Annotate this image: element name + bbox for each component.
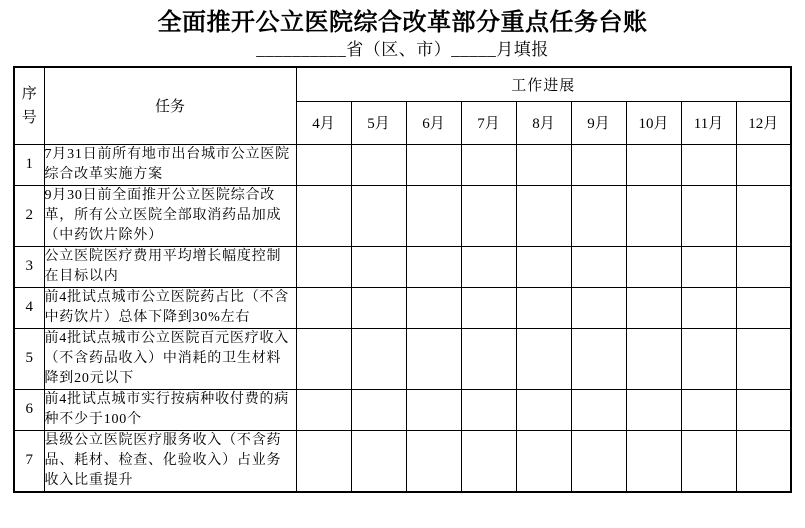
progress-cell-empty (571, 287, 626, 328)
row-index: 1 (14, 144, 44, 185)
progress-cell-empty (406, 287, 461, 328)
progress-cell-empty (406, 185, 461, 246)
progress-cell-empty (406, 430, 461, 492)
column-header-index: 序号 (14, 67, 44, 144)
progress-cell-empty (626, 246, 681, 287)
progress-cell-empty (351, 430, 406, 492)
progress-cell-empty (461, 144, 516, 185)
header-row-top (14, 67, 791, 101)
progress-cell-empty (626, 389, 681, 430)
progress-cell-empty (516, 246, 571, 287)
progress-cell-empty (351, 389, 406, 430)
progress-cell-empty (296, 328, 351, 389)
progress-cell-empty (736, 144, 791, 185)
progress-cell-empty (351, 328, 406, 389)
progress-cell-empty (681, 389, 736, 430)
progress-cell-empty (736, 246, 791, 287)
column-header-month-oct: 10月 (626, 101, 681, 144)
progress-cell-empty (296, 430, 351, 492)
row-index: 4 (14, 287, 44, 328)
table-row (14, 246, 791, 287)
row-index: 3 (14, 246, 44, 287)
progress-cell-empty (626, 328, 681, 389)
progress-cell-empty (406, 389, 461, 430)
row-index: 2 (14, 185, 44, 246)
progress-cell-empty (681, 430, 736, 492)
column-header-month-jul: 7月 (461, 101, 516, 144)
progress-cell-empty (351, 144, 406, 185)
column-header-month-nov: 11月 (681, 101, 736, 144)
progress-cell-empty (681, 144, 736, 185)
column-header-month-dec: 12月 (736, 101, 791, 144)
column-header-month-apr: 4月 (296, 101, 351, 144)
progress-cell-empty (626, 430, 681, 492)
column-header-progress: 工作进展 (296, 67, 791, 101)
progress-cell-empty (461, 185, 516, 246)
progress-cell-empty (406, 328, 461, 389)
progress-cell-empty (516, 430, 571, 492)
task-table-body (14, 144, 791, 492)
progress-cell-empty (406, 144, 461, 185)
progress-cell-empty (516, 389, 571, 430)
task-text: 前4批试点城市实行按病种收付费的病种不少于100个 (44, 389, 296, 430)
progress-cell-empty (296, 287, 351, 328)
progress-cell-empty (571, 430, 626, 492)
task-text: 前4批试点城市公立医院百元医疗收入（不含药品收入）中消耗的卫生材料降到20元以下 (44, 328, 296, 389)
progress-cell-empty (736, 389, 791, 430)
progress-cell-empty (681, 246, 736, 287)
row-index: 6 (14, 389, 44, 430)
progress-cell-empty (626, 144, 681, 185)
progress-cell-empty (571, 185, 626, 246)
progress-cell-empty (571, 389, 626, 430)
progress-cell-empty (736, 287, 791, 328)
column-header-month-sep: 9月 (571, 101, 626, 144)
row-index: 7 (14, 430, 44, 492)
task-text: 前4批试点城市公立医院药占比（不含中药饮片）总体下降到30%左右 (44, 287, 296, 328)
task-text: 7月31日前所有地市出台城市公立医院综合改革实施方案 (44, 144, 296, 185)
progress-cell-empty (736, 430, 791, 492)
progress-cell-empty (351, 246, 406, 287)
progress-cell-empty (461, 328, 516, 389)
progress-cell-empty (571, 144, 626, 185)
progress-cell-empty (681, 287, 736, 328)
progress-cell-empty (626, 185, 681, 246)
table-row (14, 430, 791, 492)
progress-cell-empty (351, 287, 406, 328)
progress-cell-empty (296, 144, 351, 185)
document-subtitle: __________省（区、市）_____月填报 (256, 40, 549, 59)
column-header-month-may: 5月 (351, 101, 406, 144)
progress-cell-empty (461, 246, 516, 287)
table-row (14, 185, 791, 246)
document-title: 全面推开公立医院综合改革部分重点任务台账 (157, 10, 648, 36)
progress-cell-empty (681, 185, 736, 246)
progress-cell-empty (571, 328, 626, 389)
progress-cell-empty (571, 246, 626, 287)
task-text: 县级公立医院医疗服务收入（不含药品、耗材、检查、化验收入）占业务收入比重提升 (44, 430, 296, 492)
table-row (14, 328, 791, 389)
progress-cell-empty (406, 246, 461, 287)
task-text: 9月30日前全面推开公立医院综合改革，所有公立医院全部取消药品加成（中药饮片除外） (44, 185, 296, 246)
progress-cell-empty (351, 185, 406, 246)
column-header-task: 任务 (44, 67, 296, 144)
progress-cell-empty (461, 287, 516, 328)
progress-cell-empty (736, 328, 791, 389)
column-header-month-jun: 6月 (406, 101, 461, 144)
progress-cell-empty (461, 389, 516, 430)
progress-cell-empty (516, 185, 571, 246)
table-row (14, 144, 791, 185)
progress-cell-empty (516, 328, 571, 389)
task-ledger-table (13, 66, 792, 493)
progress-cell-empty (681, 328, 736, 389)
table-row (14, 389, 791, 430)
progress-cell-empty (296, 185, 351, 246)
row-index: 5 (14, 328, 44, 389)
progress-cell-empty (296, 389, 351, 430)
column-header-month-aug: 8月 (516, 101, 571, 144)
progress-cell-empty (296, 246, 351, 287)
progress-cell-empty (736, 185, 791, 246)
progress-cell-empty (516, 144, 571, 185)
table-row (14, 287, 791, 328)
task-text: 公立医院医疗费用平均增长幅度控制在目标以内 (44, 246, 296, 287)
progress-cell-empty (516, 287, 571, 328)
progress-cell-empty (626, 287, 681, 328)
progress-cell-empty (461, 430, 516, 492)
